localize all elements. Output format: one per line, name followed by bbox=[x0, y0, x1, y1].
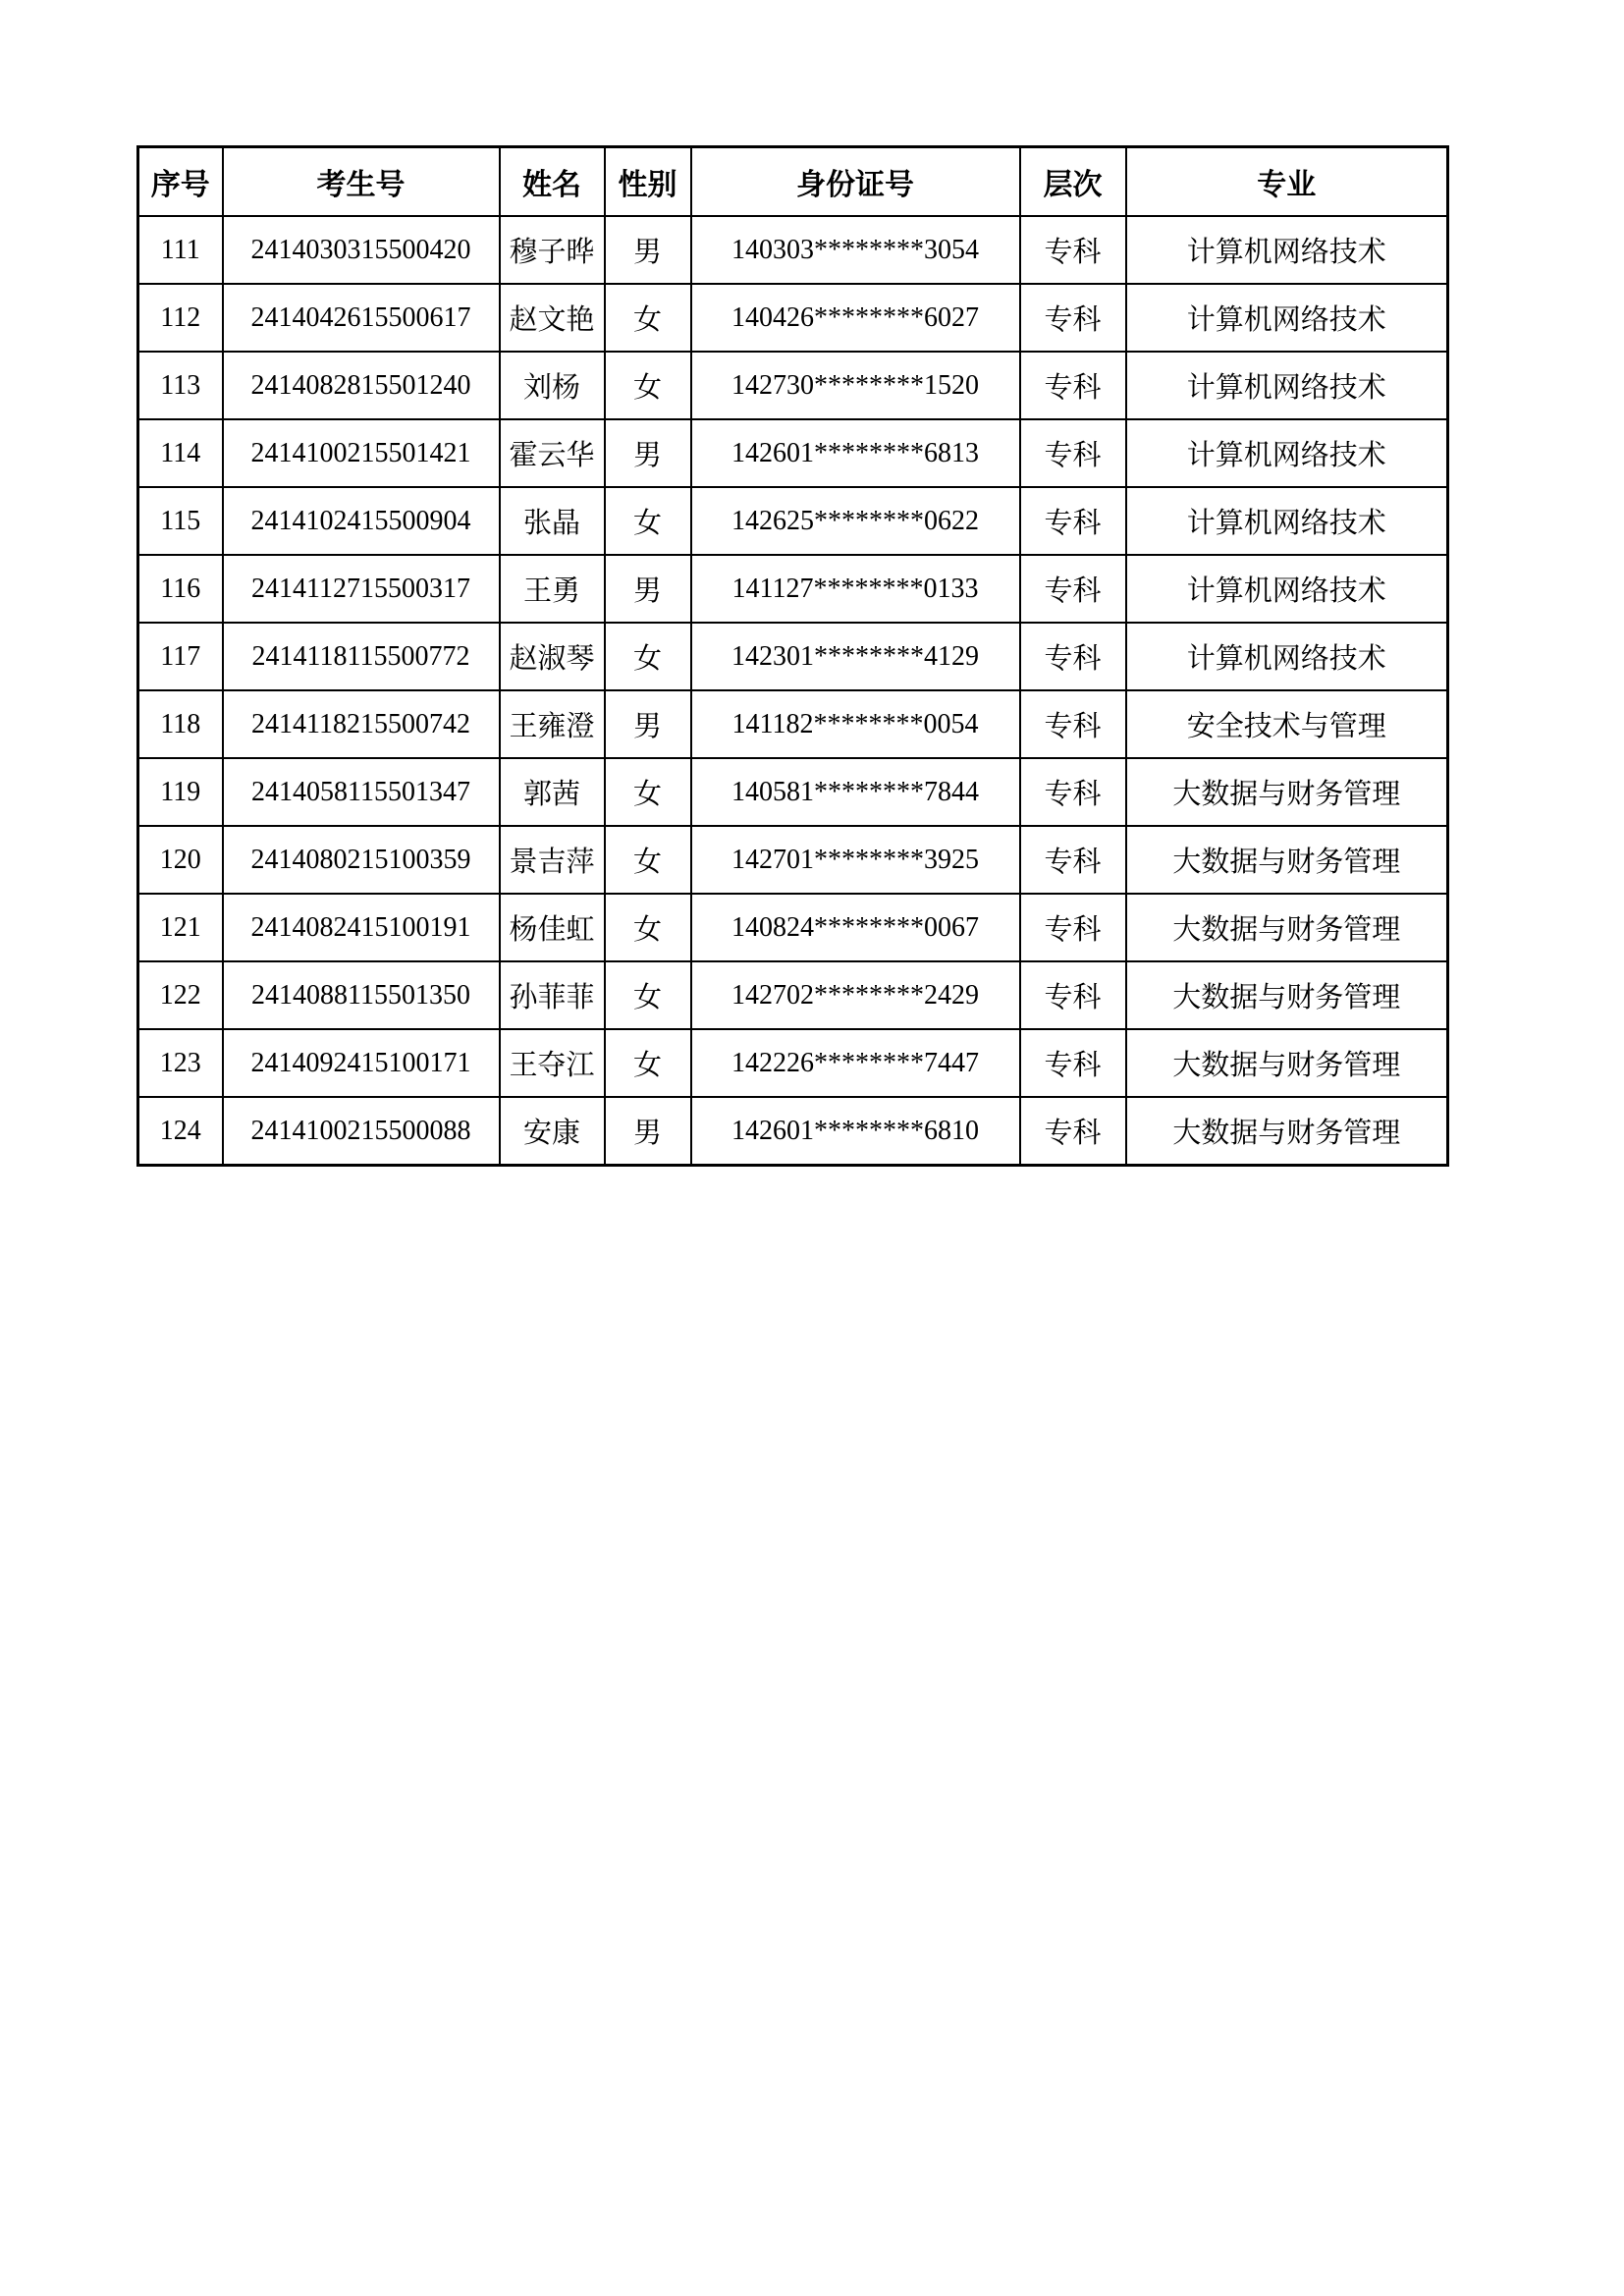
id-number-cell: 140426********6027 bbox=[691, 284, 1020, 352]
level-cell: 专科 bbox=[1020, 487, 1126, 555]
table-row bbox=[138, 826, 1448, 894]
table-row bbox=[138, 284, 1448, 352]
exam-number-cell: 2414118215500742 bbox=[223, 690, 500, 758]
level-cell: 专科 bbox=[1020, 623, 1126, 690]
major-cell: 安全技术与管理 bbox=[1126, 690, 1448, 758]
exam-number-cell: 2414112715500317 bbox=[223, 555, 500, 623]
exam-number-cell: 2414092415100171 bbox=[223, 1029, 500, 1097]
table-row bbox=[138, 1097, 1448, 1166]
major-cell: 大数据与财务管理 bbox=[1126, 1097, 1448, 1166]
header-major: 专业 bbox=[1126, 147, 1448, 217]
exam-number-cell: 2414100215501421 bbox=[223, 419, 500, 487]
header-level: 层次 bbox=[1020, 147, 1126, 217]
gender-cell: 女 bbox=[605, 961, 691, 1029]
id-number-cell: 142730********1520 bbox=[691, 352, 1020, 419]
major-cell: 计算机网络技术 bbox=[1126, 555, 1448, 623]
table-row bbox=[138, 352, 1448, 419]
exam-number-cell: 2414030315500420 bbox=[223, 216, 500, 284]
level-cell: 专科 bbox=[1020, 894, 1126, 961]
major-cell: 计算机网络技术 bbox=[1126, 216, 1448, 284]
major-cell: 大数据与财务管理 bbox=[1126, 894, 1448, 961]
level-cell: 专科 bbox=[1020, 1029, 1126, 1097]
name-cell: 杨佳虹 bbox=[500, 894, 605, 961]
major-cell: 大数据与财务管理 bbox=[1126, 1029, 1448, 1097]
id-number-cell: 141182********0054 bbox=[691, 690, 1020, 758]
seq-cell: 124 bbox=[138, 1097, 223, 1166]
level-cell: 专科 bbox=[1020, 284, 1126, 352]
major-cell: 大数据与财务管理 bbox=[1126, 758, 1448, 826]
id-number-cell: 142301********4129 bbox=[691, 623, 1020, 690]
id-number-cell: 140824********0067 bbox=[691, 894, 1020, 961]
seq-cell: 115 bbox=[138, 487, 223, 555]
id-number-cell: 142701********3925 bbox=[691, 826, 1020, 894]
table-header-row bbox=[138, 147, 1448, 217]
table-row bbox=[138, 623, 1448, 690]
id-number-cell: 142601********6810 bbox=[691, 1097, 1020, 1166]
id-number-cell: 140581********7844 bbox=[691, 758, 1020, 826]
name-cell: 郭茜 bbox=[500, 758, 605, 826]
name-cell: 张晶 bbox=[500, 487, 605, 555]
table-row bbox=[138, 690, 1448, 758]
seq-cell: 120 bbox=[138, 826, 223, 894]
gender-cell: 男 bbox=[605, 216, 691, 284]
header-gender: 性别 bbox=[605, 147, 691, 217]
header-seq: 序号 bbox=[138, 147, 223, 217]
level-cell: 专科 bbox=[1020, 1097, 1126, 1166]
seq-cell: 118 bbox=[138, 690, 223, 758]
table-row bbox=[138, 961, 1448, 1029]
id-number-cell: 142601********6813 bbox=[691, 419, 1020, 487]
seq-cell: 116 bbox=[138, 555, 223, 623]
name-cell: 霍云华 bbox=[500, 419, 605, 487]
major-cell: 计算机网络技术 bbox=[1126, 284, 1448, 352]
table-row bbox=[138, 758, 1448, 826]
major-cell: 大数据与财务管理 bbox=[1126, 961, 1448, 1029]
seq-cell: 121 bbox=[138, 894, 223, 961]
gender-cell: 女 bbox=[605, 487, 691, 555]
level-cell: 专科 bbox=[1020, 216, 1126, 284]
id-number-cell: 142702********2429 bbox=[691, 961, 1020, 1029]
exam-number-cell: 2414118115500772 bbox=[223, 623, 500, 690]
table-row bbox=[138, 487, 1448, 555]
header-id-number: 身份证号 bbox=[691, 147, 1020, 217]
gender-cell: 男 bbox=[605, 419, 691, 487]
table-row bbox=[138, 216, 1448, 284]
gender-cell: 男 bbox=[605, 1097, 691, 1166]
gender-cell: 男 bbox=[605, 690, 691, 758]
name-cell: 安康 bbox=[500, 1097, 605, 1166]
id-number-cell: 142226********7447 bbox=[691, 1029, 1020, 1097]
table-row bbox=[138, 1029, 1448, 1097]
seq-cell: 113 bbox=[138, 352, 223, 419]
gender-cell: 女 bbox=[605, 284, 691, 352]
id-number-cell: 141127********0133 bbox=[691, 555, 1020, 623]
seq-cell: 114 bbox=[138, 419, 223, 487]
id-number-cell: 140303********3054 bbox=[691, 216, 1020, 284]
table-row bbox=[138, 894, 1448, 961]
gender-cell: 女 bbox=[605, 352, 691, 419]
name-cell: 赵文艳 bbox=[500, 284, 605, 352]
exam-number-cell: 2414082415100191 bbox=[223, 894, 500, 961]
gender-cell: 女 bbox=[605, 758, 691, 826]
level-cell: 专科 bbox=[1020, 352, 1126, 419]
major-cell: 大数据与财务管理 bbox=[1126, 826, 1448, 894]
exam-number-cell: 2414042615500617 bbox=[223, 284, 500, 352]
table-body bbox=[138, 216, 1448, 1166]
seq-cell: 122 bbox=[138, 961, 223, 1029]
major-cell: 计算机网络技术 bbox=[1126, 352, 1448, 419]
student-roster-table bbox=[136, 145, 1449, 1167]
name-cell: 穆子晔 bbox=[500, 216, 605, 284]
major-cell: 计算机网络技术 bbox=[1126, 419, 1448, 487]
name-cell: 刘杨 bbox=[500, 352, 605, 419]
level-cell: 专科 bbox=[1020, 419, 1126, 487]
table-row bbox=[138, 419, 1448, 487]
seq-cell: 111 bbox=[138, 216, 223, 284]
name-cell: 景吉萍 bbox=[500, 826, 605, 894]
exam-number-cell: 2414088115501350 bbox=[223, 961, 500, 1029]
exam-number-cell: 2414102415500904 bbox=[223, 487, 500, 555]
gender-cell: 男 bbox=[605, 555, 691, 623]
gender-cell: 女 bbox=[605, 1029, 691, 1097]
name-cell: 赵淑琴 bbox=[500, 623, 605, 690]
exam-number-cell: 2414080215100359 bbox=[223, 826, 500, 894]
major-cell: 计算机网络技术 bbox=[1126, 623, 1448, 690]
seq-cell: 119 bbox=[138, 758, 223, 826]
id-number-cell: 142625********0622 bbox=[691, 487, 1020, 555]
name-cell: 王雍澄 bbox=[500, 690, 605, 758]
seq-cell: 117 bbox=[138, 623, 223, 690]
gender-cell: 女 bbox=[605, 894, 691, 961]
name-cell: 孙菲菲 bbox=[500, 961, 605, 1029]
name-cell: 王勇 bbox=[500, 555, 605, 623]
seq-cell: 123 bbox=[138, 1029, 223, 1097]
level-cell: 专科 bbox=[1020, 690, 1126, 758]
exam-number-cell: 2414082815501240 bbox=[223, 352, 500, 419]
gender-cell: 女 bbox=[605, 623, 691, 690]
level-cell: 专科 bbox=[1020, 826, 1126, 894]
exam-number-cell: 2414058115501347 bbox=[223, 758, 500, 826]
name-cell: 王夺江 bbox=[500, 1029, 605, 1097]
exam-number-cell: 2414100215500088 bbox=[223, 1097, 500, 1166]
document-page bbox=[136, 145, 1449, 1167]
seq-cell: 112 bbox=[138, 284, 223, 352]
level-cell: 专科 bbox=[1020, 555, 1126, 623]
gender-cell: 女 bbox=[605, 826, 691, 894]
major-cell: 计算机网络技术 bbox=[1126, 487, 1448, 555]
header-name: 姓名 bbox=[500, 147, 605, 217]
level-cell: 专科 bbox=[1020, 961, 1126, 1029]
header-exam-number: 考生号 bbox=[223, 147, 500, 217]
level-cell: 专科 bbox=[1020, 758, 1126, 826]
table-row bbox=[138, 555, 1448, 623]
